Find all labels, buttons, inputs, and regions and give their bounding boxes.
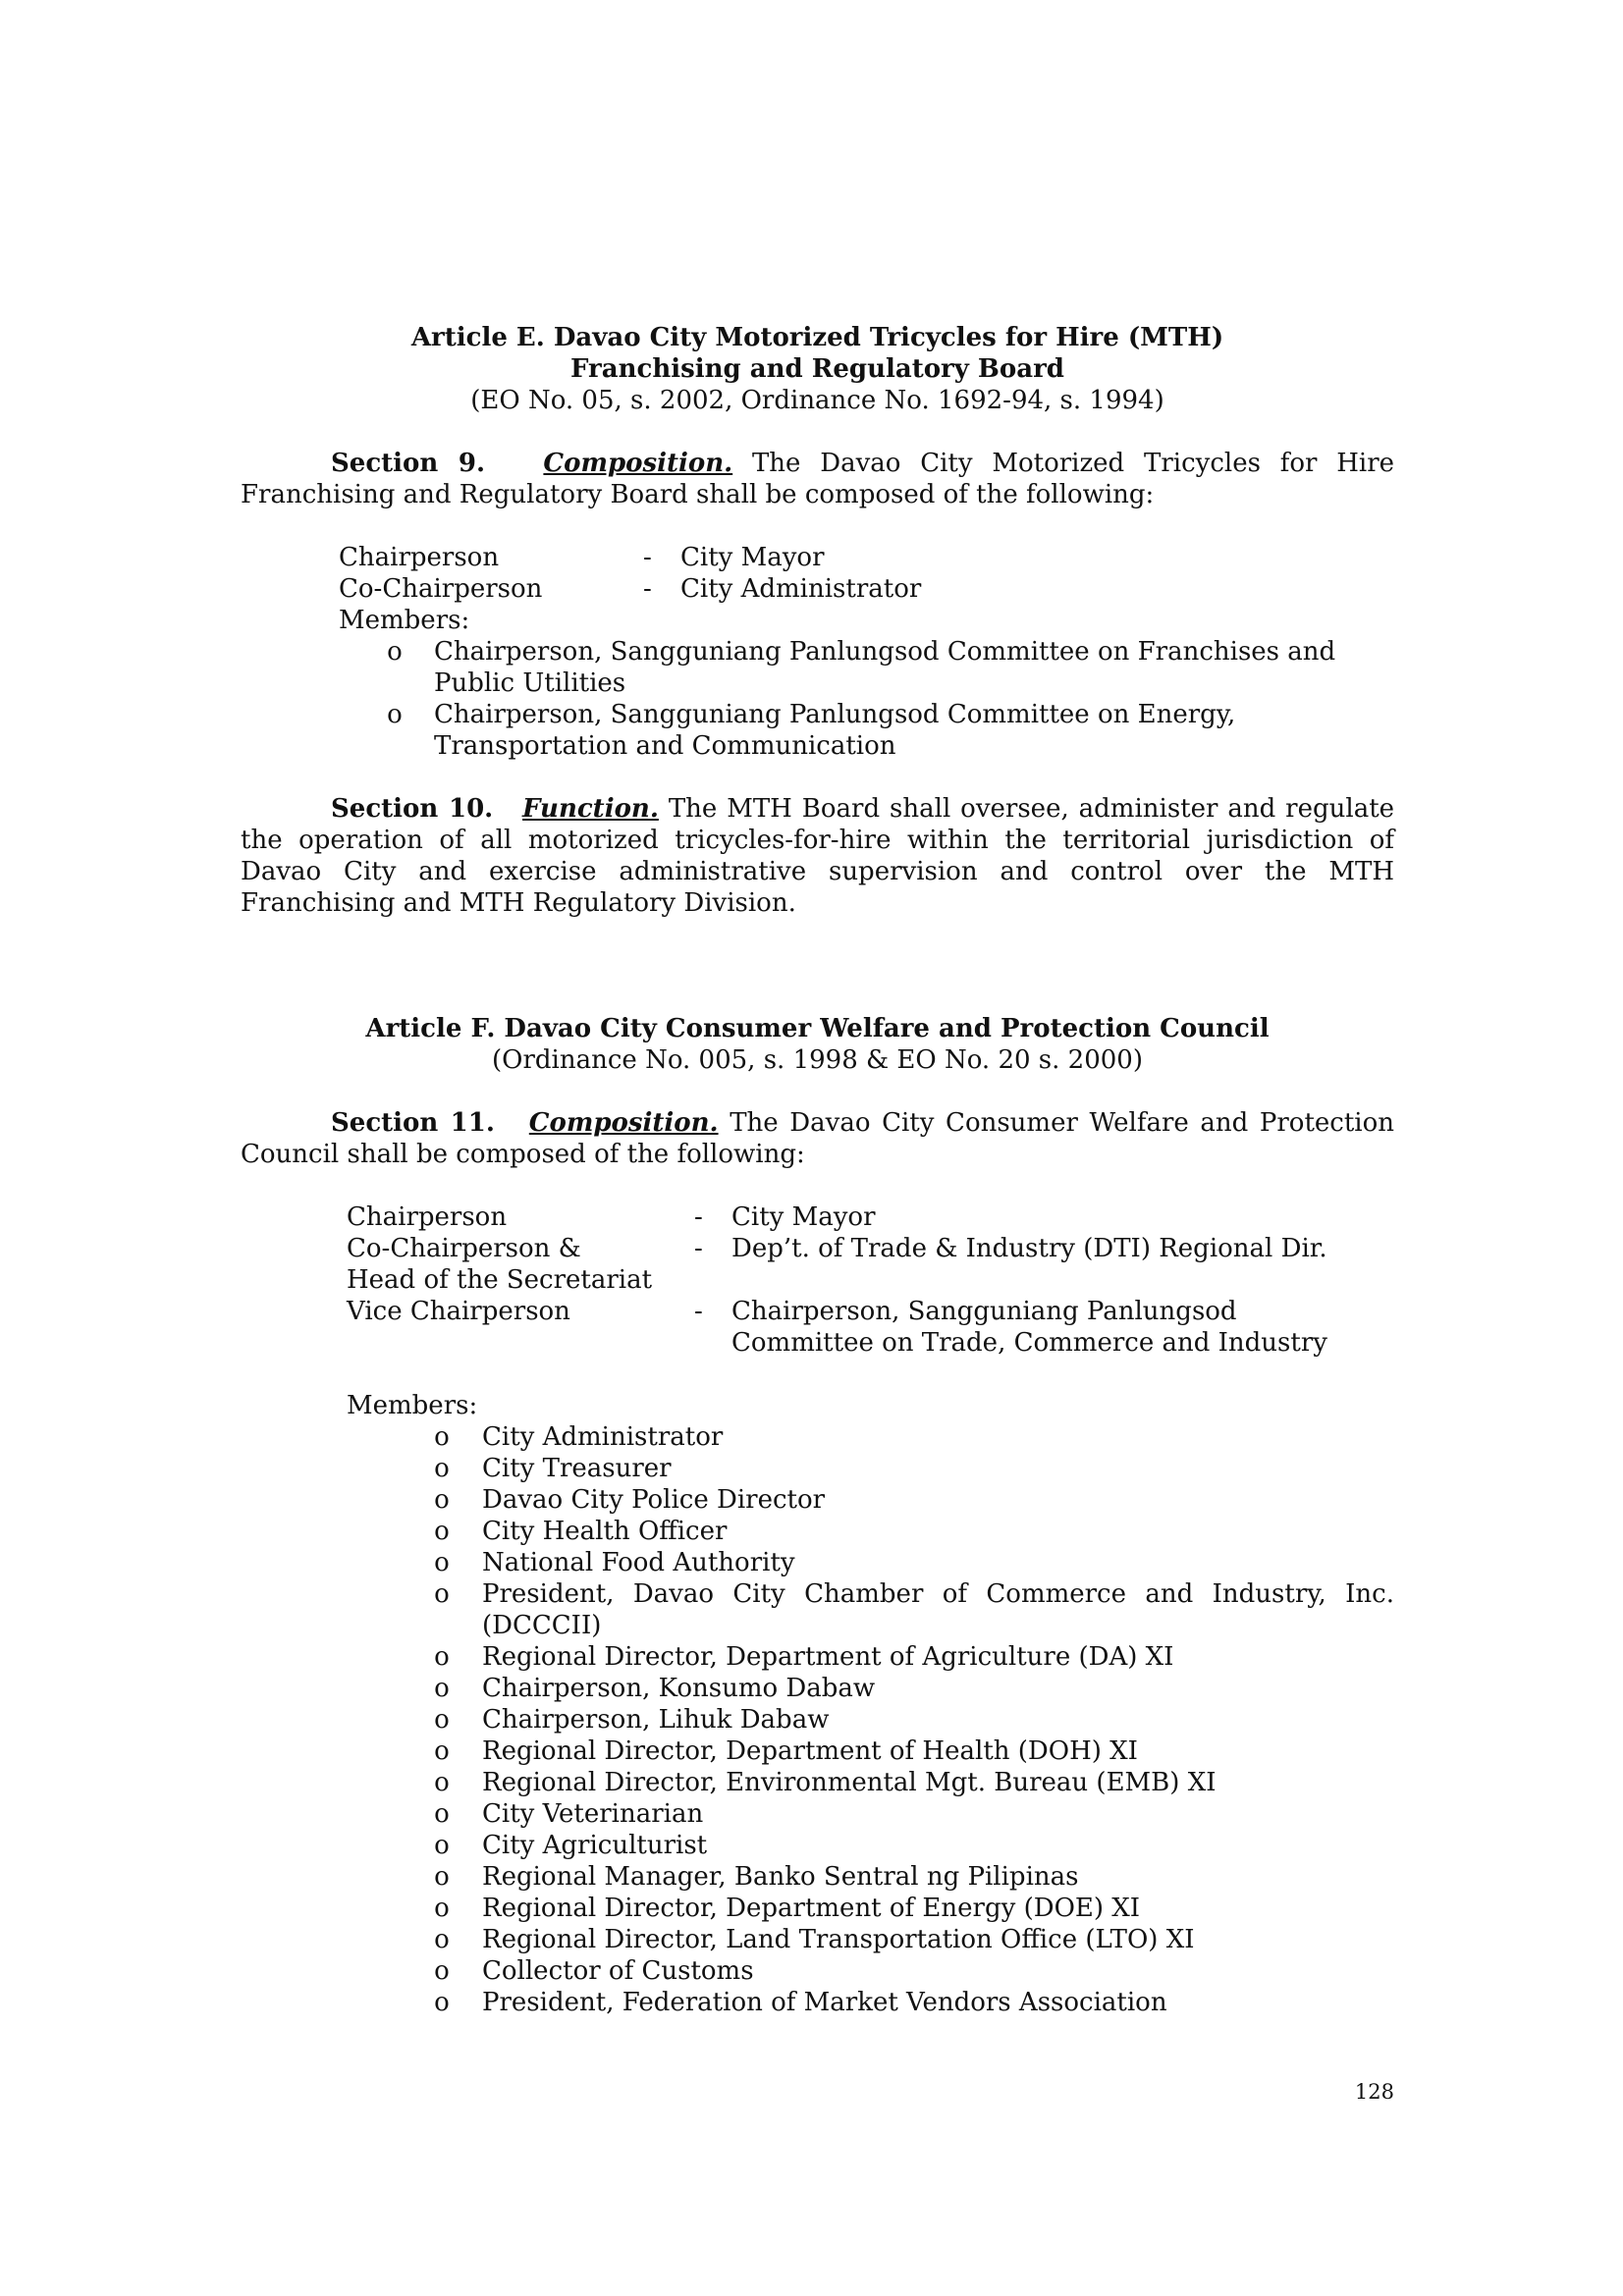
section-9-member-1-line1: Chairperson, Sangguniang Panlungsod Committee on Energy, <box>434 700 1236 729</box>
list-item: Regional Director, Department of Agriculture (DA) XI <box>482 1642 1174 1672</box>
bullet-icon: o <box>434 1705 450 1735</box>
bullet-icon: o <box>434 1956 450 1986</box>
section-11-dash-3: - <box>694 1297 703 1326</box>
list-item: City Agriculturist <box>482 1831 708 1860</box>
bullet-icon: o <box>434 1736 450 1766</box>
section-11-role-2: Head of the Secretariat <box>347 1265 653 1295</box>
list-item: City Health Officer <box>482 1517 728 1546</box>
list-item: Regional Director, Land Transportation Office (LTO) XI <box>482 1925 1195 1954</box>
section-11-holder-1: Dep’t. of Trade & Industry (DTI) Regional Dir. <box>731 1234 1327 1263</box>
section-11-dash-1: - <box>694 1234 703 1263</box>
list-item: Regional Manager, Banko Sentral ng Pilipinas <box>482 1862 1079 1892</box>
section-11-paragraph <box>241 1107 1394 1170</box>
section-11-holder-0: City Mayor <box>731 1202 876 1232</box>
section-9-member-0-line2: Public Utilities <box>434 668 626 698</box>
section-9-text: The Davao City Motorized Tricycles for Hire Franchising and Regulatory Board shall be composed of the following: <box>241 449 1395 509</box>
section-11-role-3: Vice Chairperson <box>347 1297 570 1326</box>
bullet-icon: o <box>434 1831 450 1860</box>
article-e-title-line1: Article E. Davao City Motorized Tricycles for Hire (MTH) <box>410 323 1224 352</box>
bullet-icon: o <box>434 1862 450 1892</box>
section-11-holder-4: Committee on Trade, Commerce and Industry <box>731 1328 1327 1358</box>
list-item: President, Davao City Chamber of Commerce and Industry, Inc. <box>482 1579 1394 1609</box>
bullet-icon: o <box>387 637 403 667</box>
bullet-icon: o <box>434 1674 450 1703</box>
section-10-paragraph <box>241 793 1394 919</box>
bullet-icon: o <box>434 1485 450 1515</box>
bullet-icon: o <box>434 1517 450 1546</box>
section-11-role-1: Co-Chairperson & <box>347 1234 581 1263</box>
section-9-holder-0: City Mayor <box>680 543 825 572</box>
section-11-dash-0: - <box>694 1202 703 1232</box>
list-item: President, Federation of Market Vendors Association <box>482 1988 1167 2017</box>
section-10-text: The MTH Board shall oversee, administer and regulate the operation of all motorized tricycles-for-hire within the territorial jurisdiction of Davao City and exercise administrative supervision and control over the MTH Franchising and MTH Regulatory Division. <box>241 794 1395 918</box>
bullet-icon: o <box>434 1642 450 1672</box>
list-item: City Administrator <box>482 1422 724 1452</box>
bullet-icon: o <box>434 1548 450 1577</box>
section-11-holder-3: Chairperson, Sangguniang Panlungsod <box>731 1297 1237 1326</box>
section-11-name: Composition. <box>528 1108 719 1138</box>
list-item: City Treasurer <box>482 1454 672 1483</box>
section-9-paragraph <box>241 448 1394 510</box>
list-item: (DCCCII) <box>482 1611 602 1640</box>
section-9-heading: Section 9. <box>331 449 486 478</box>
list-item: Davao City Police Director <box>482 1485 826 1515</box>
article-e-source: (EO No. 05, s. 2002, Ordinance No. 1692-94, s. 1994) <box>470 386 1164 415</box>
section-10-heading: Section 10. <box>331 794 494 824</box>
bullet-icon: o <box>434 1988 450 2017</box>
list-item: Chairperson, Konsumo Dabaw <box>482 1674 876 1703</box>
section-9-members-label: Members: <box>339 606 470 635</box>
section-11-text: The Davao City Consumer Welfare and Protection Council shall be composed of the following: <box>241 1108 1395 1169</box>
bullet-icon: o <box>434 1454 450 1483</box>
list-item: Chairperson, Lihuk Dabaw <box>482 1705 830 1735</box>
article-e-title-line2: Franchising and Regulatory Board <box>570 354 1064 384</box>
section-9-role-1: Co-Chairperson <box>339 574 543 604</box>
section-9-name: Composition. <box>543 449 733 478</box>
bullet-icon: o <box>434 1768 450 1797</box>
bullet-icon: o <box>387 700 403 729</box>
article-f-title: Article F. Davao City Consumer Welfare and Protection Council <box>365 1014 1270 1043</box>
section-10-name: Function. <box>522 794 659 824</box>
page-number: 128 <box>1354 2080 1394 2104</box>
bullet-icon: o <box>434 1925 450 1954</box>
bullet-icon: o <box>434 1422 450 1452</box>
bullet-icon: o <box>434 1579 450 1609</box>
section-9-member-1-line2: Transportation and Communication <box>434 731 896 761</box>
section-9-dash-1: - <box>643 574 652 604</box>
bullet-icon: o <box>434 1894 450 1923</box>
section-9-dash-0: - <box>643 543 652 572</box>
list-item: Collector of Customs <box>482 1956 754 1986</box>
bullet-icon: o <box>434 1799 450 1829</box>
list-item: National Food Authority <box>482 1548 795 1577</box>
list-item: City Veterinarian <box>482 1799 704 1829</box>
section-11-members-label: Members: <box>347 1391 478 1420</box>
list-item: Regional Director, Environmental Mgt. Bureau (EMB) XI <box>482 1768 1217 1797</box>
section-11-role-0: Chairperson <box>347 1202 508 1232</box>
section-9-role-0: Chairperson <box>339 543 500 572</box>
section-9-member-0-line1: Chairperson, Sangguniang Panlungsod Committee on Franchises and <box>434 637 1336 667</box>
list-item: Regional Director, Department of Energy (DOE) XI <box>482 1894 1141 1923</box>
section-11-heading: Section 11. <box>331 1108 495 1138</box>
article-f-source: (Ordinance No. 005, s. 1998 & EO No. 20 s. 2000) <box>492 1045 1143 1075</box>
section-9-holder-1: City Administrator <box>680 574 922 604</box>
list-item: Regional Director, Department of Health (DOH) XI <box>482 1736 1138 1766</box>
